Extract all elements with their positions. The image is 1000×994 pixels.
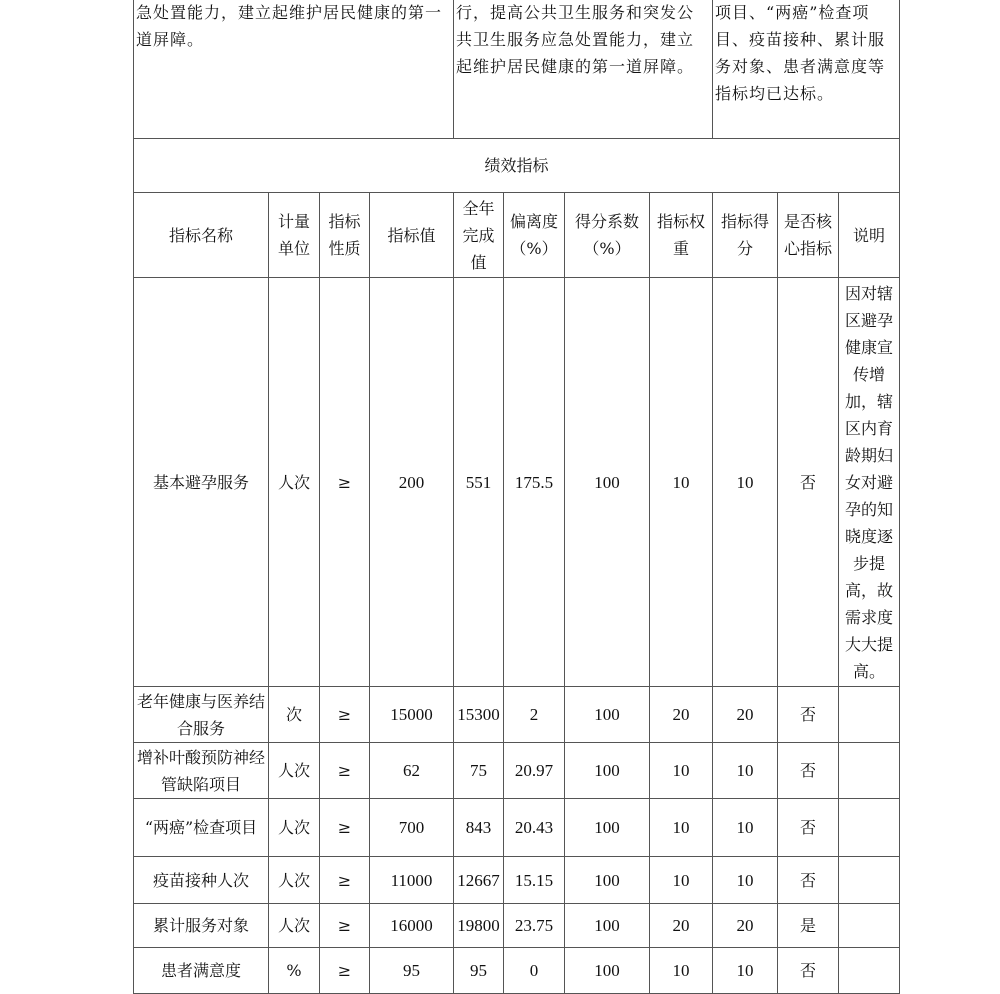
cell-nature: ≥	[320, 904, 370, 948]
cell-target: 11000	[370, 857, 454, 904]
cell-score: 10	[713, 948, 778, 994]
cell-weight: 10	[650, 948, 713, 994]
cell-actual: 19800	[454, 904, 504, 948]
cell-unit: 人次	[269, 904, 320, 948]
cell-actual: 75	[454, 743, 504, 799]
cell-nature: ≥	[320, 948, 370, 994]
header-row	[134, 193, 900, 278]
cell-coefficient: 100	[565, 948, 650, 994]
header-score: 指标得分	[713, 193, 778, 278]
cell-name: “两癌”检查项目	[134, 799, 269, 857]
cell-unit: 人次	[269, 743, 320, 799]
cell-core: 否	[778, 278, 839, 687]
cell-note	[839, 743, 900, 799]
table-row	[134, 687, 900, 743]
header-actual: 全年完成值	[454, 193, 504, 278]
table-row	[134, 857, 900, 904]
cell-target: 200	[370, 278, 454, 687]
cell-target: 15000	[370, 687, 454, 743]
cell-deviation: 20.97	[504, 743, 565, 799]
cell-actual: 12667	[454, 857, 504, 904]
cell-unit: 人次	[269, 799, 320, 857]
cell-note: 因对辖区避孕健康宣传增加，辖区内育龄期妇女对避孕的知晓度逐步提高，故需求度大大提高。	[839, 278, 900, 687]
cell-coefficient: 100	[565, 278, 650, 687]
cell-actual: 15300	[454, 687, 504, 743]
header-target: 指标值	[370, 193, 454, 278]
cell-coefficient: 100	[565, 799, 650, 857]
cell-coefficient: 100	[565, 687, 650, 743]
cell-actual: 551	[454, 278, 504, 687]
cell-name: 增补叶酸预防神经管缺陷项目	[134, 743, 269, 799]
cell-deviation: 0	[504, 948, 565, 994]
cell-name: 累计服务对象	[134, 904, 269, 948]
summary-cell-2: 行，提高公共卫生服务和突发公共卫生服务应急处置能力，建立起维护居民健康的第一道屏障。	[454, 0, 713, 139]
cell-note	[839, 948, 900, 994]
cell-nature: ≥	[320, 278, 370, 687]
cell-coefficient: 100	[565, 743, 650, 799]
cell-target: 95	[370, 948, 454, 994]
cell-deviation: 20.43	[504, 799, 565, 857]
section-title: 绩效指标	[134, 139, 900, 193]
table-row	[134, 278, 900, 687]
cell-core: 否	[778, 743, 839, 799]
cell-coefficient: 100	[565, 904, 650, 948]
cell-core: 否	[778, 799, 839, 857]
cell-unit: 次	[269, 687, 320, 743]
cell-core: 是	[778, 904, 839, 948]
cell-unit: %	[269, 948, 320, 994]
cell-unit: 人次	[269, 278, 320, 687]
cell-nature: ≥	[320, 743, 370, 799]
cell-nature: ≥	[320, 799, 370, 857]
table-row	[134, 799, 900, 857]
cell-weight: 10	[650, 799, 713, 857]
header-name: 指标名称	[134, 193, 269, 278]
header-note: 说明	[839, 193, 900, 278]
header-unit: 计量单位	[269, 193, 320, 278]
header-nature: 指标性质	[320, 193, 370, 278]
table-row	[134, 904, 900, 948]
cell-score: 10	[713, 743, 778, 799]
cell-target: 16000	[370, 904, 454, 948]
cell-weight: 10	[650, 857, 713, 904]
header-core: 是否核心指标	[778, 193, 839, 278]
cell-unit: 人次	[269, 857, 320, 904]
header-weight: 指标权重	[650, 193, 713, 278]
cell-actual: 95	[454, 948, 504, 994]
cell-name: 基本避孕服务	[134, 278, 269, 687]
cell-target: 700	[370, 799, 454, 857]
cell-name: 老年健康与医养结合服务	[134, 687, 269, 743]
table-row	[134, 948, 900, 994]
cell-target: 62	[370, 743, 454, 799]
cell-deviation: 15.15	[504, 857, 565, 904]
performance-table	[133, 0, 900, 994]
header-deviation: 偏离度（%）	[504, 193, 565, 278]
cell-core: 否	[778, 687, 839, 743]
summary-row	[134, 0, 900, 139]
cell-deviation: 23.75	[504, 904, 565, 948]
cell-nature: ≥	[320, 687, 370, 743]
cell-note	[839, 799, 900, 857]
cell-weight: 10	[650, 278, 713, 687]
summary-cell-3: 项目、“两癌”检查项目、疫苗接种、累计服务对象、患者满意度等指标均已达标。	[713, 0, 900, 139]
cell-deviation: 175.5	[504, 278, 565, 687]
cell-score: 20	[713, 904, 778, 948]
cell-score: 10	[713, 799, 778, 857]
cell-coefficient: 100	[565, 857, 650, 904]
cell-score: 20	[713, 687, 778, 743]
cell-nature: ≥	[320, 857, 370, 904]
cell-weight: 10	[650, 743, 713, 799]
cell-actual: 843	[454, 799, 504, 857]
cell-name: 患者满意度	[134, 948, 269, 994]
cell-core: 否	[778, 948, 839, 994]
summary-cell-1: 急处置能力，建立起维护居民健康的第一道屏障。	[134, 0, 454, 139]
cell-weight: 20	[650, 904, 713, 948]
cell-name: 疫苗接种人次	[134, 857, 269, 904]
cell-core: 否	[778, 857, 839, 904]
header-coefficient: 得分系数（%）	[565, 193, 650, 278]
cell-score: 10	[713, 857, 778, 904]
cell-deviation: 2	[504, 687, 565, 743]
cell-note	[839, 904, 900, 948]
table-row	[134, 743, 900, 799]
cell-note	[839, 687, 900, 743]
cell-weight: 20	[650, 687, 713, 743]
cell-score: 10	[713, 278, 778, 687]
cell-note	[839, 857, 900, 904]
